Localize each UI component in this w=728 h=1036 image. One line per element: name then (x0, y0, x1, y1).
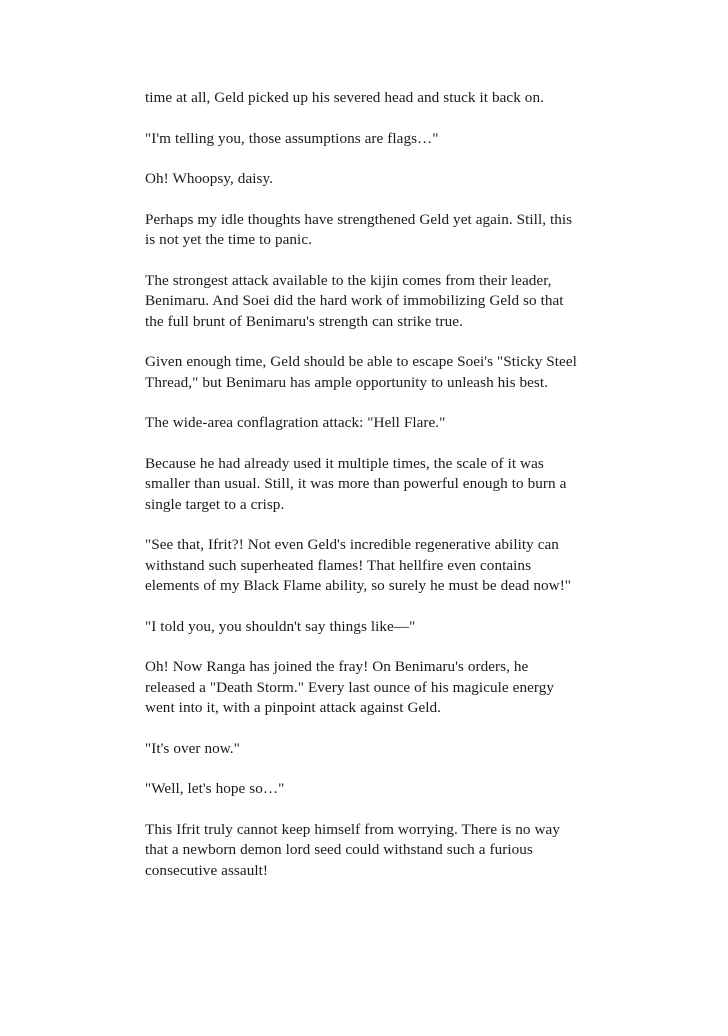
paragraph: Because he had already used it multiple times, the scale of it was smaller than usual. Still, it was more than powerful enough to burn a single target to a crisp. (145, 454, 567, 513)
paragraph: "I told you, you shouldn't say things like—" (145, 617, 416, 635)
paragraph: "Well, let's hope so…" (145, 780, 285, 797)
paragraph: time at all, Geld picked up his severed head and stuck it back on. (145, 89, 544, 106)
paragraph: This Ifrit truly cannot keep himself from worrying. There is no way that a newborn demon lord seed could withstand such a furious consecutive assault! (145, 820, 560, 879)
paragraph: "I'm telling you, those assumptions are flags…" (145, 129, 439, 147)
paragraph: Given enough time, Geld should be able to escape Soei's "Sticky Steel Thread," but Benimaru has ample opportunity to unleash his best. (145, 353, 577, 391)
body-text-column (145, 88, 582, 881)
paragraph: "See that, Ifrit?! Not even Geld's incredible regenerative ability can withstand such superheated flames! That hellfire even contains elements of my Black Flame ability, so surely he must be dead now!" (145, 536, 572, 594)
paragraph: Oh! Whoopsy, daisy. (145, 170, 273, 187)
paragraph: Perhaps my idle thoughts have strengthened Geld yet again. Still, this is not yet the time to panic. (145, 210, 573, 248)
paragraph: "It's over now." (145, 739, 240, 757)
paragraph: Oh! Now Ranga has joined the fray! On Benimaru's orders, he released a "Death Storm." Every last ounce of his magicule energy went into it, with a pinpoint attack against Geld. (145, 658, 554, 716)
paragraph: The strongest attack available to the kijin comes from their leader, Benimaru. And Soei did the hard work of immobilizing Geld so that the full brunt of Benimaru's strength can strike true. (145, 271, 564, 330)
paragraph: The wide-area conflagration attack: "Hell Flare." (145, 414, 446, 431)
